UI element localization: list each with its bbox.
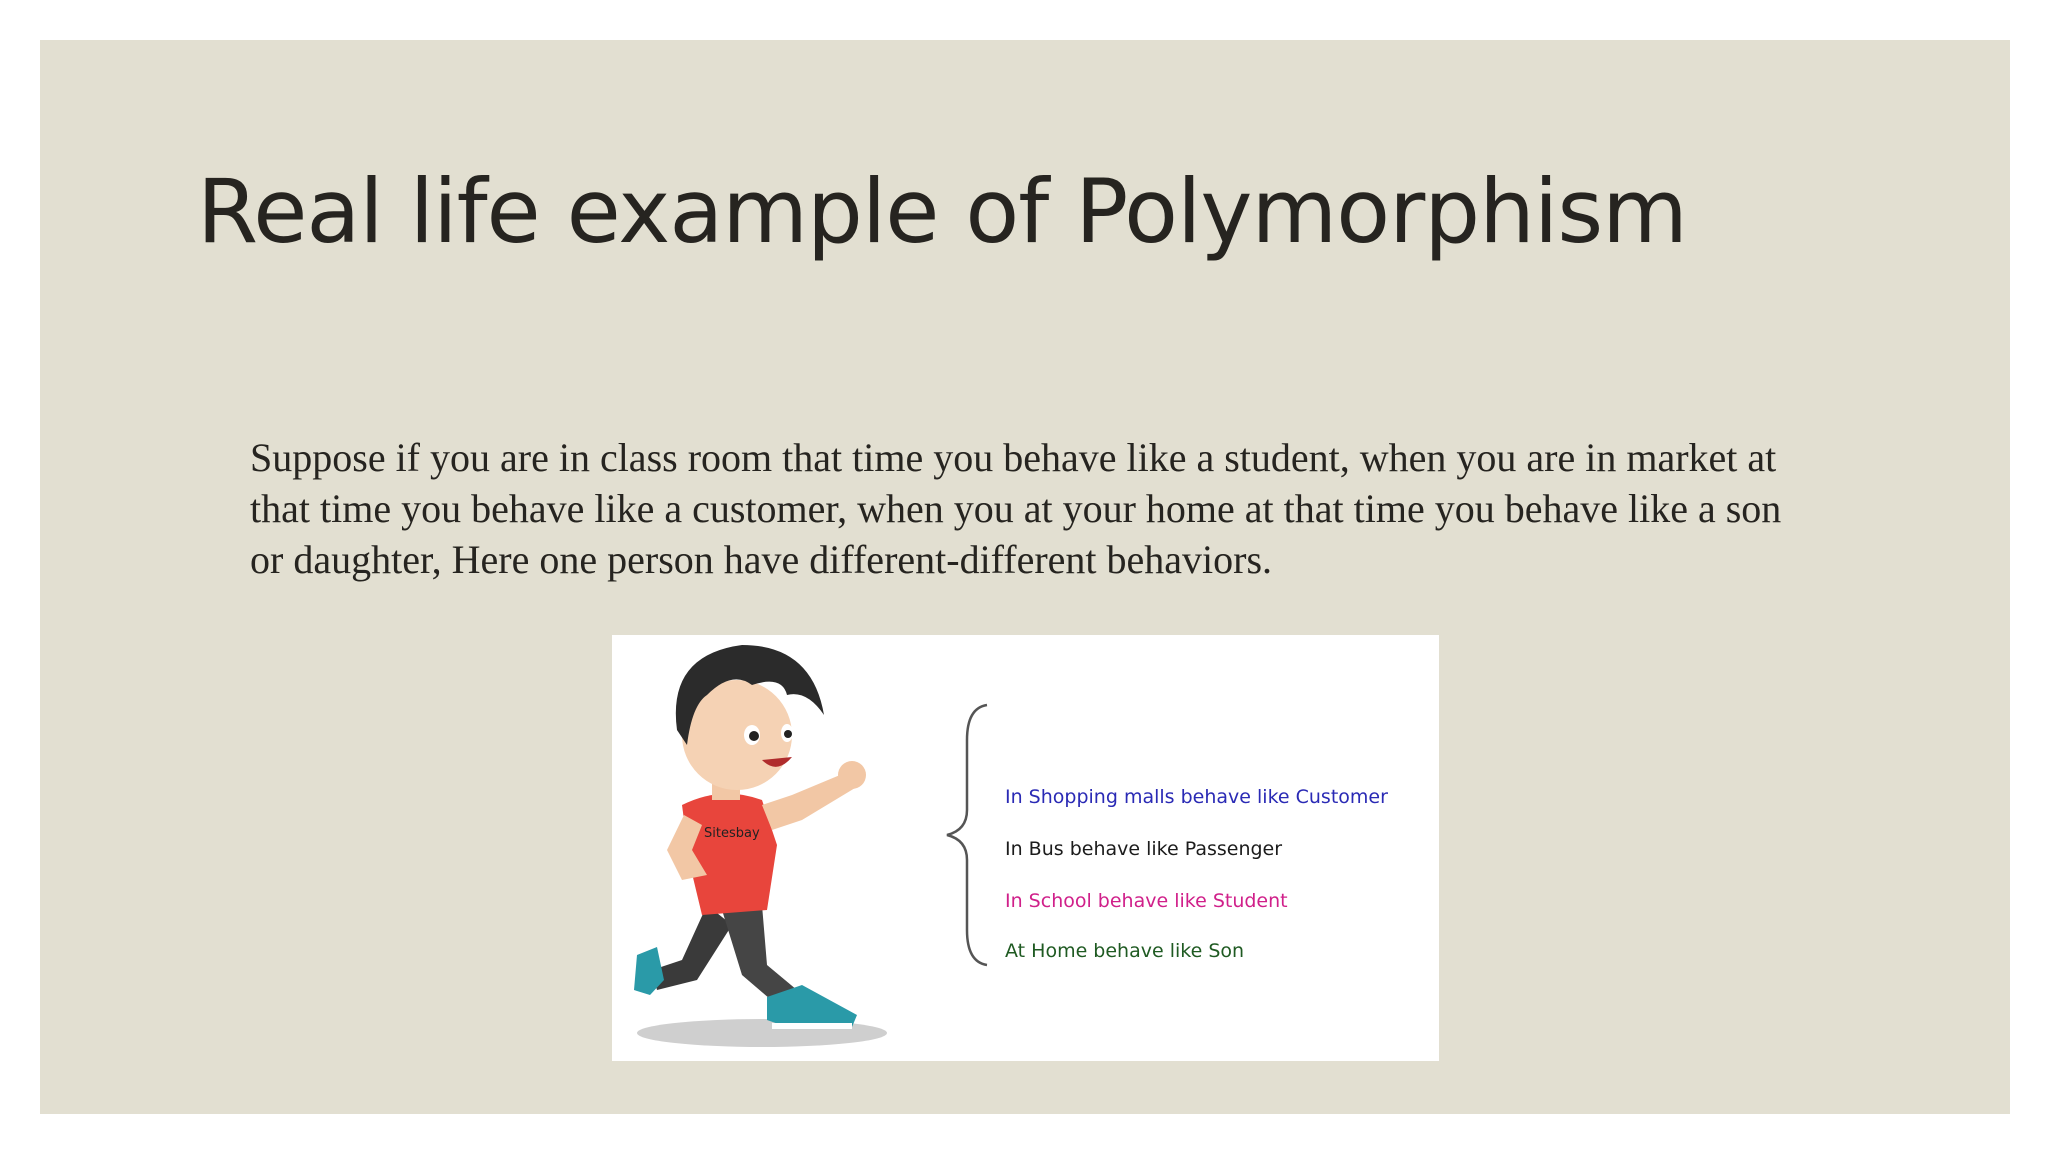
role-item-student: In School behave like Student	[1005, 890, 1288, 912]
polymorphism-illustration	[612, 635, 1439, 1061]
shirt-text: Sitesbay	[704, 826, 760, 841]
role-item-customer: In Shopping malls behave like Customer	[1005, 786, 1388, 808]
role-item-passenger: In Bus behave like Passenger	[1005, 838, 1283, 860]
slide-title: Real life example of Polymorphism	[197, 160, 1687, 263]
role-item-son: At Home behave like Son	[1005, 940, 1245, 962]
role-list	[1005, 635, 1435, 1061]
slide-body-text: Suppose if you are in class room that time you behave like a student, when you are in market at that time you behave like a customer, when you at your home at that time you behave like a son or daughter, Here one person have different-different behaviors.	[250, 435, 1782, 582]
curly-brace	[942, 700, 1002, 970]
running-boy-illustration	[612, 635, 942, 1061]
slide	[40, 40, 2010, 1114]
